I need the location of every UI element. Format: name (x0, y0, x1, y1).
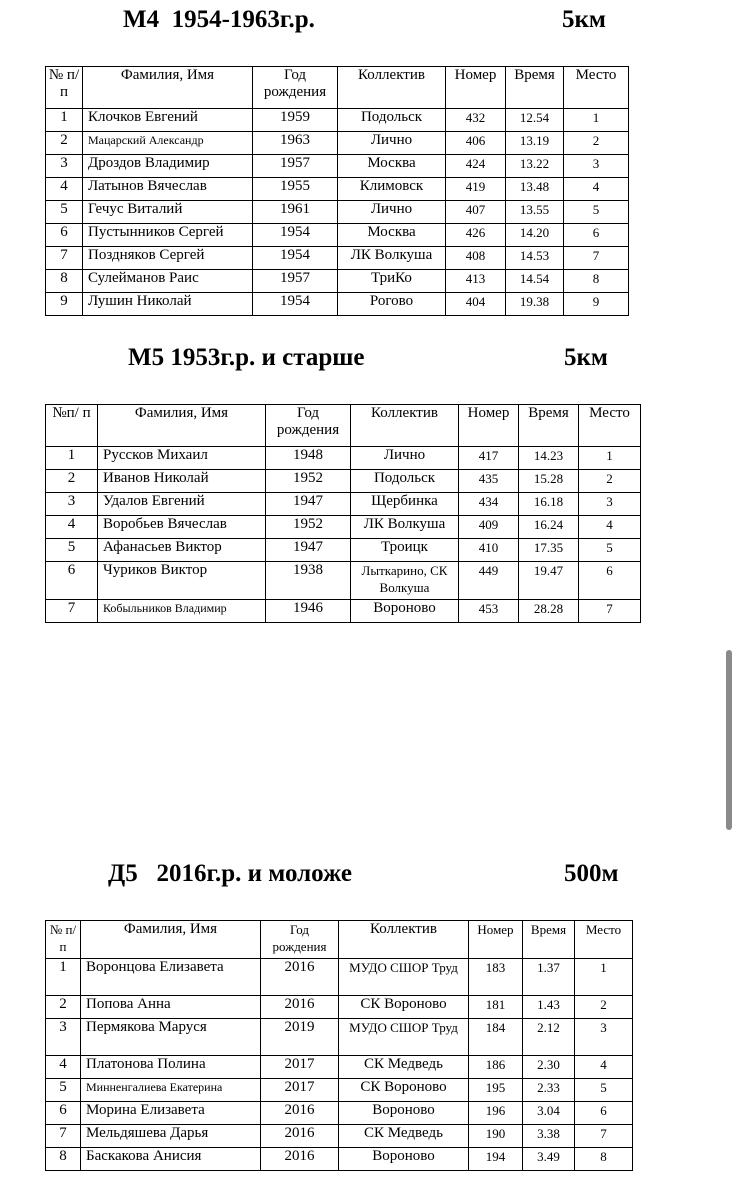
cell-name: Дроздов Владимир (83, 155, 253, 178)
table-row (46, 539, 641, 562)
cell-num: 4 (46, 178, 83, 201)
cell-name: Кобыльников Владимир (98, 600, 266, 623)
cell-bib: 453 (459, 600, 519, 623)
col-header-team: Коллектив (338, 67, 446, 109)
cell-time: 3.04 (523, 1102, 575, 1125)
cell-name: Иванов Николай (98, 470, 266, 493)
cell-place: 6 (564, 224, 629, 247)
cell-bib: 407 (446, 201, 506, 224)
cell-num: 6 (46, 562, 98, 600)
cell-bib: 406 (446, 132, 506, 155)
cell-place: 9 (564, 293, 629, 316)
cell-place: 3 (579, 493, 641, 516)
cell-num: 2 (46, 132, 83, 155)
cell-bib: 408 (446, 247, 506, 270)
cell-bib: 432 (446, 109, 506, 132)
col-header-num: № п/п (46, 67, 83, 109)
cell-name: Русcков Михаил (98, 447, 266, 470)
col-header-time: Время (519, 405, 579, 447)
cell-place: 2 (575, 996, 633, 1019)
col-header-team: Коллектив (339, 921, 469, 959)
cell-year: 2016 (261, 1148, 339, 1171)
cell-bib: 419 (446, 178, 506, 201)
cell-year: 2016 (261, 1102, 339, 1125)
cell-team: Лично (338, 201, 446, 224)
cell-bib: 196 (469, 1102, 523, 1125)
table-row (46, 470, 641, 493)
table-row (46, 109, 629, 132)
cell-team: Троицк (351, 539, 459, 562)
cell-time: 17.35 (519, 539, 579, 562)
cell-year: 1954 (253, 293, 338, 316)
cell-team: Рогово (338, 293, 446, 316)
cell-team: Москва (338, 224, 446, 247)
cell-num: 2 (46, 996, 81, 1019)
cell-time: 14.23 (519, 447, 579, 470)
cell-num: 1 (46, 109, 83, 132)
cell-bib: 435 (459, 470, 519, 493)
cell-name: Морина Елизавета (81, 1102, 261, 1125)
cell-place: 4 (575, 1056, 633, 1079)
cell-time: 14.20 (506, 224, 564, 247)
cell-team: Вороново (339, 1102, 469, 1125)
table-row (46, 600, 641, 623)
col-header-place: Место (564, 67, 629, 109)
cell-place: 8 (564, 270, 629, 293)
cell-team: СК Медведь (339, 1125, 469, 1148)
cell-time: 2.30 (523, 1056, 575, 1079)
cell-place: 7 (579, 600, 641, 623)
cell-team: Подольск (351, 470, 459, 493)
cell-num: 8 (46, 270, 83, 293)
col-header-place: Место (579, 405, 641, 447)
cell-bib: 410 (459, 539, 519, 562)
cell-name: Платонова Полина (81, 1056, 261, 1079)
cell-place: 4 (564, 178, 629, 201)
cell-time: 28.28 (519, 600, 579, 623)
cell-time: 1.37 (523, 959, 575, 996)
cell-bib: 194 (469, 1148, 523, 1171)
cell-place: 6 (579, 562, 641, 600)
cell-bib: 195 (469, 1079, 523, 1102)
cell-time: 13.19 (506, 132, 564, 155)
cell-time: 19.47 (519, 562, 579, 600)
cell-team: МУДО СШОР Труд (339, 959, 469, 996)
cell-team: Лично (351, 447, 459, 470)
cell-year: 1957 (253, 270, 338, 293)
col-header-bib: Номер (469, 921, 523, 959)
cell-team: ЛК Волкуша (351, 516, 459, 539)
section-title-d5: Д5 2016г.р. и моложе (108, 860, 352, 887)
cell-time: 3.49 (523, 1148, 575, 1171)
cell-team: Вороново (339, 1148, 469, 1171)
cell-place: 3 (575, 1019, 633, 1056)
cell-year: 1946 (266, 600, 351, 623)
cell-year: 1955 (253, 178, 338, 201)
cell-name: Лушин Николай (83, 293, 253, 316)
cell-bib: 184 (469, 1019, 523, 1056)
table-header-row (46, 405, 641, 447)
section-distance-m5: 5км (564, 344, 608, 371)
cell-num: 4 (46, 1056, 81, 1079)
cell-name: Пустынников Сергей (83, 224, 253, 247)
cell-year: 2017 (261, 1079, 339, 1102)
cell-year: 1947 (266, 539, 351, 562)
cell-num: 4 (46, 516, 98, 539)
scrollbar-thumb[interactable] (726, 650, 732, 830)
cell-team: ЛК Волкуша (338, 247, 446, 270)
cell-year: 1948 (266, 447, 351, 470)
cell-name: Баскакова Анисия (81, 1148, 261, 1171)
col-header-bib: Номер (459, 405, 519, 447)
cell-num: 7 (46, 247, 83, 270)
cell-num: 3 (46, 1019, 81, 1056)
col-header-num: № п/п (46, 921, 81, 959)
cell-num: 5 (46, 1079, 81, 1102)
cell-num: 3 (46, 155, 83, 178)
cell-year: 1954 (253, 224, 338, 247)
cell-place: 2 (564, 132, 629, 155)
cell-year: 1961 (253, 201, 338, 224)
cell-team: СК Медведь (339, 1056, 469, 1079)
cell-team: СК Вороново (339, 996, 469, 1019)
cell-time: 19.38 (506, 293, 564, 316)
cell-bib: 409 (459, 516, 519, 539)
cell-year: 2016 (261, 1125, 339, 1148)
cell-time: 13.48 (506, 178, 564, 201)
cell-place: 8 (575, 1148, 633, 1171)
table-row (46, 224, 629, 247)
cell-name: Мельдяшева Дарья (81, 1125, 261, 1148)
cell-bib: 183 (469, 959, 523, 996)
results-table-m5 (45, 404, 641, 623)
cell-year: 1952 (266, 470, 351, 493)
cell-time: 14.54 (506, 270, 564, 293)
cell-bib: 426 (446, 224, 506, 247)
col-header-time: Время (506, 67, 564, 109)
cell-num: 7 (46, 600, 98, 623)
cell-place: 5 (564, 201, 629, 224)
cell-num: 1 (46, 447, 98, 470)
col-header-num: №п/ п (46, 405, 98, 447)
col-header-year: Год рождения (261, 921, 339, 959)
cell-time: 1.43 (523, 996, 575, 1019)
cell-team: Лыткарино, СК Волкуша (351, 562, 459, 600)
cell-team: Щербинка (351, 493, 459, 516)
table-header-row (46, 67, 629, 109)
cell-num: 5 (46, 201, 83, 224)
cell-bib: 190 (469, 1125, 523, 1148)
cell-year: 1963 (253, 132, 338, 155)
cell-place: 5 (575, 1079, 633, 1102)
cell-time: 3.38 (523, 1125, 575, 1148)
cell-num: 8 (46, 1148, 81, 1171)
cell-year: 2019 (261, 1019, 339, 1056)
table-row (46, 1125, 633, 1148)
cell-time: 13.22 (506, 155, 564, 178)
table-row (46, 155, 629, 178)
results-table-m4 (45, 66, 629, 316)
cell-num: 5 (46, 539, 98, 562)
cell-time: 12.54 (506, 109, 564, 132)
cell-place: 7 (575, 1125, 633, 1148)
cell-name: Чуриков Виктор (98, 562, 266, 600)
cell-time: 14.53 (506, 247, 564, 270)
cell-name: Поздняков Сергей (83, 247, 253, 270)
cell-name: Сулейманов Раис (83, 270, 253, 293)
cell-year: 2016 (261, 959, 339, 996)
cell-time: 2.33 (523, 1079, 575, 1102)
table-row (46, 1148, 633, 1171)
table-row (46, 132, 629, 155)
cell-bib: 413 (446, 270, 506, 293)
cell-team: МУДО СШОР Труд (339, 1019, 469, 1056)
cell-num: 6 (46, 1102, 81, 1125)
cell-year: 1954 (253, 247, 338, 270)
table-row (46, 1102, 633, 1125)
cell-name: Пермякова Маруся (81, 1019, 261, 1056)
cell-place: 1 (564, 109, 629, 132)
cell-year: 1959 (253, 109, 338, 132)
cell-bib: 424 (446, 155, 506, 178)
cell-time: 16.24 (519, 516, 579, 539)
col-header-name: Фамилия, Имя (81, 921, 261, 959)
cell-year: 1957 (253, 155, 338, 178)
cell-bib: 181 (469, 996, 523, 1019)
section-title-m5: М5 1953г.р. и старше (128, 344, 365, 371)
results-table-d5 (45, 920, 633, 1171)
cell-year: 1938 (266, 562, 351, 600)
table-header-row (46, 921, 633, 959)
cell-name: Гечус Виталий (83, 201, 253, 224)
table-row (46, 1019, 633, 1056)
cell-bib: 186 (469, 1056, 523, 1079)
table-row (46, 1056, 633, 1079)
table-row (46, 178, 629, 201)
cell-name: Воронцова Елизавета (81, 959, 261, 996)
cell-time: 13.55 (506, 201, 564, 224)
cell-place: 3 (564, 155, 629, 178)
cell-place: 7 (564, 247, 629, 270)
cell-name: Клочков Евгений (83, 109, 253, 132)
col-header-time: Время (523, 921, 575, 959)
table-row (46, 270, 629, 293)
cell-team: Москва (338, 155, 446, 178)
cell-num: 9 (46, 293, 83, 316)
cell-bib: 449 (459, 562, 519, 600)
cell-name: Латынов Вячеслав (83, 178, 253, 201)
col-header-bib: Номер (446, 67, 506, 109)
cell-place: 4 (579, 516, 641, 539)
cell-place: 1 (575, 959, 633, 996)
cell-year: 1947 (266, 493, 351, 516)
cell-bib: 434 (459, 493, 519, 516)
cell-name: Удалов Евгений (98, 493, 266, 516)
cell-name: Мацарский Александр (83, 132, 253, 155)
cell-name: Воробьев Вячеслав (98, 516, 266, 539)
cell-bib: 404 (446, 293, 506, 316)
cell-team: СК Вороново (339, 1079, 469, 1102)
cell-time: 16.18 (519, 493, 579, 516)
col-header-name: Фамилия, Имя (98, 405, 266, 447)
col-header-name: Фамилия, Имя (83, 67, 253, 109)
cell-place: 6 (575, 1102, 633, 1125)
cell-time: 2.12 (523, 1019, 575, 1056)
table-row (46, 996, 633, 1019)
table-row (46, 562, 641, 600)
section-distance-d5: 500м (564, 860, 619, 887)
table-row (46, 516, 641, 539)
col-header-year: Год рождения (266, 405, 351, 447)
cell-num: 7 (46, 1125, 81, 1148)
cell-team: Подольск (338, 109, 446, 132)
table-row (46, 959, 633, 996)
table-row (46, 493, 641, 516)
cell-year: 2017 (261, 1056, 339, 1079)
cell-place: 1 (579, 447, 641, 470)
cell-name: Минненгалиева Екатерина (81, 1079, 261, 1102)
cell-year: 2016 (261, 996, 339, 1019)
cell-place: 5 (579, 539, 641, 562)
section-distance-m4: 5км (562, 6, 606, 33)
cell-num: 2 (46, 470, 98, 493)
cell-num: 3 (46, 493, 98, 516)
cell-team: Лично (338, 132, 446, 155)
cell-bib: 417 (459, 447, 519, 470)
cell-year: 1952 (266, 516, 351, 539)
section-title-m4: М4 1954-1963г.р. (123, 6, 315, 33)
cell-team: Климовск (338, 178, 446, 201)
cell-num: 1 (46, 959, 81, 996)
cell-time: 15.28 (519, 470, 579, 493)
table-row (46, 247, 629, 270)
table-row (46, 1079, 633, 1102)
cell-num: 6 (46, 224, 83, 247)
table-row (46, 447, 641, 470)
cell-name: Афанасьев Виктор (98, 539, 266, 562)
cell-team: ТриКо (338, 270, 446, 293)
col-header-year: Год рождения (253, 67, 338, 109)
col-header-team: Коллектив (351, 405, 459, 447)
cell-team: Вороново (351, 600, 459, 623)
table-row (46, 293, 629, 316)
col-header-place: Место (575, 921, 633, 959)
table-row (46, 201, 629, 224)
cell-name: Попова Анна (81, 996, 261, 1019)
cell-place: 2 (579, 470, 641, 493)
